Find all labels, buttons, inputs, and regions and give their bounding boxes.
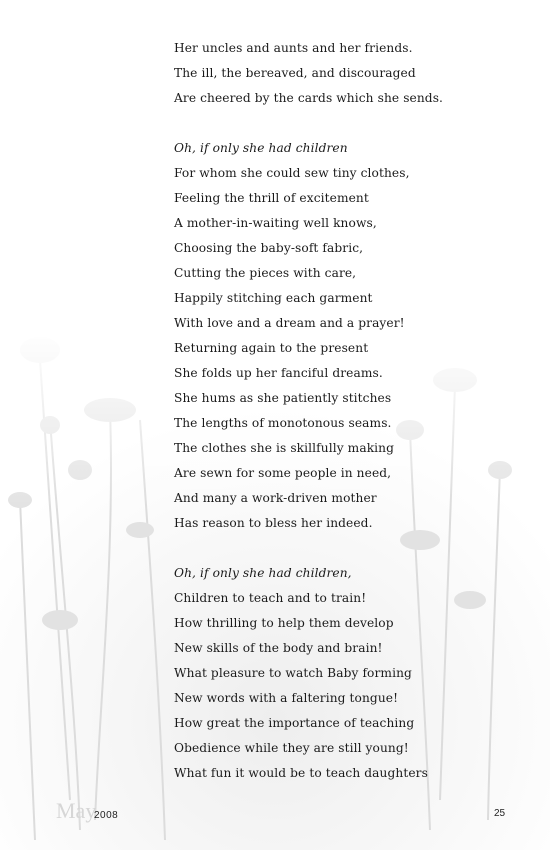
footer-month: May	[56, 798, 97, 823]
poem-line: How great the importance of teaching	[174, 716, 415, 730]
poem-line: Cutting the pieces with care,	[174, 266, 357, 280]
stanza-heading: Oh, if only she had children,	[174, 566, 352, 580]
poem-line: Are sewn for some people in need,	[174, 466, 392, 480]
poem-line: Children to teach and to train!	[174, 591, 367, 605]
poem-line: New skills of the body and brain!	[174, 641, 383, 655]
stanza-heading: Oh, if only she had children	[174, 141, 348, 155]
poem-line: For whom she could sew tiny clothes,	[174, 166, 410, 180]
stanza-break	[174, 540, 443, 565]
poem-line: Her uncles and aunts and her friends.	[174, 41, 413, 55]
poem-line: Returning again to the present	[174, 341, 369, 355]
poem-line: What fun it would be to teach daughters	[174, 766, 428, 780]
poem-line: She hums as she patiently stitches	[174, 391, 392, 405]
poem-line: Feeling the thrill of excitement	[174, 191, 369, 205]
poem-line: The clothes she is skillfully making	[174, 441, 395, 455]
poem-line: Happily stitching each garment	[174, 291, 373, 305]
poem-line: What pleasure to watch Baby forming	[174, 666, 412, 680]
poem-line: Has reason to bless her indeed.	[174, 516, 373, 530]
poem-line: And many a work-driven mother	[174, 491, 377, 505]
poem-line: A mother-in-waiting well knows,	[174, 216, 377, 230]
poem-line: How thrilling to help them develop	[174, 616, 394, 630]
footer-year: 2008	[94, 810, 119, 821]
poem-line: New words with a faltering tongue!	[174, 691, 399, 705]
poem-line: Obedience while they are still young!	[174, 741, 409, 755]
stanza-break	[174, 115, 443, 140]
poem-body	[174, 40, 443, 790]
poem-line: She folds up her fanciful dreams.	[174, 366, 383, 380]
poem-line: The lengths of monotonous seams.	[174, 416, 392, 430]
poem-line: Are cheered by the cards which she sends.	[174, 91, 444, 105]
poem-line: Choosing the baby-soft fabric,	[174, 241, 364, 255]
poem-line: The ill, the bereaved, and discouraged	[174, 66, 416, 80]
page-number: 25	[494, 808, 506, 819]
poem-line: With love and a dream and a prayer!	[174, 316, 405, 330]
